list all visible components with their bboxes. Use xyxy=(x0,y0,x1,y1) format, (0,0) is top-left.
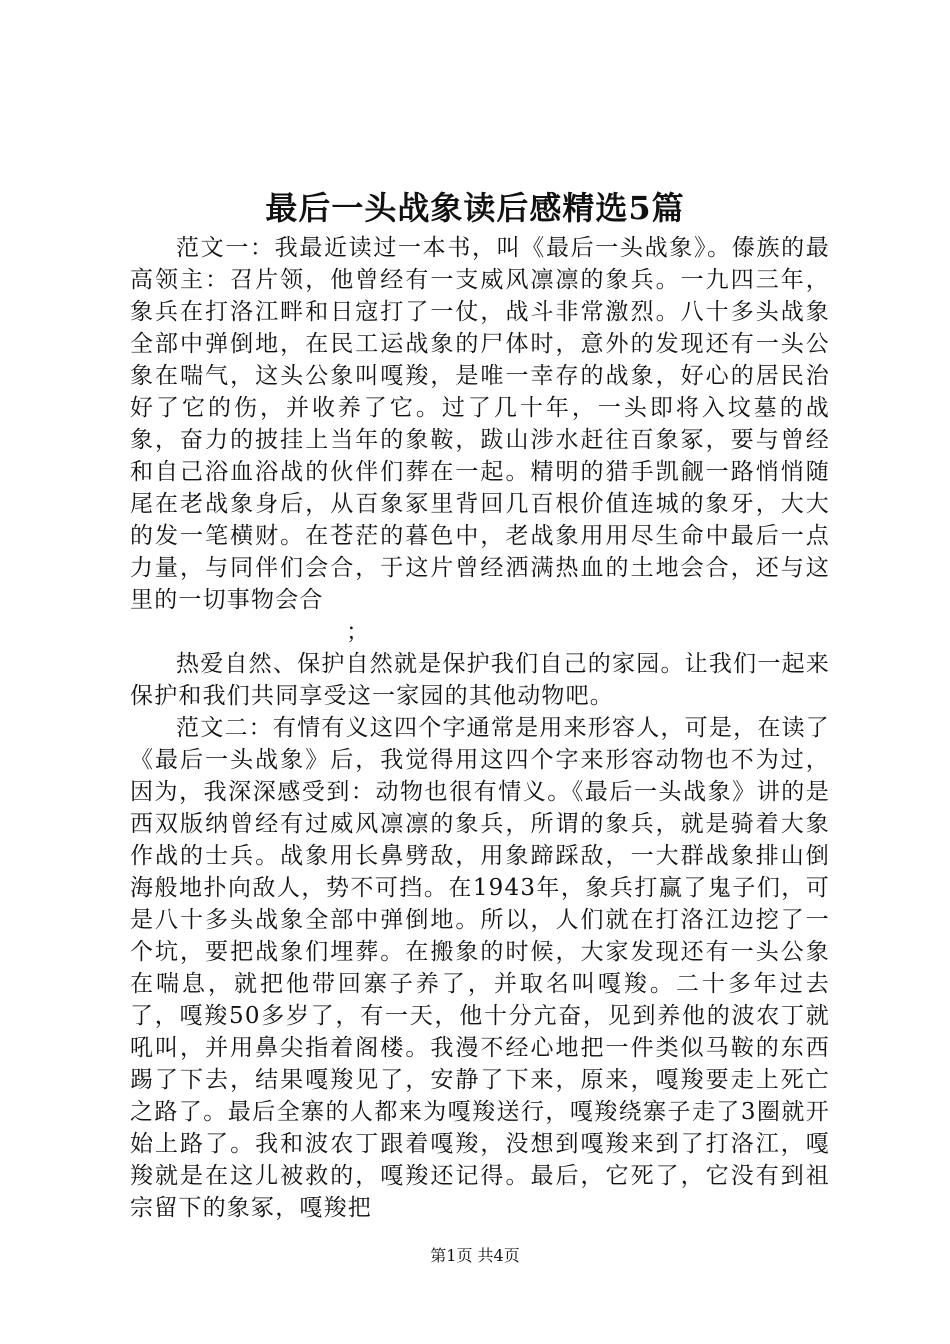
document-body xyxy=(130,232,830,1224)
separator-mark: ； xyxy=(346,619,371,645)
page-footer: 第1页 共4页 xyxy=(430,1246,520,1265)
paragraph-essay-one: 范文一：我最近读过一本书，叫《最后一头战象》。傣族的最高领主：召片领，他曾经有一支威风凛凛的象兵。一九四三年，象兵在打洛江畔和日寇打了一仗，战斗非常激烈。八十多头战象全部中弹倒地，在民工运战象的尸体时，意外的发现还有一头公象在喘气，这头公象叫嘎羧，是唯一幸存的战象，好心的居民治好了它的伤，并收养了它。过了几十年，一头即将入坟墓的战象，奋力的披挂上当年的象鞍，跋山涉水赶往百象冢，要与曾经和自己浴血浴战的伙伴们葬在一起。精明的猎手凯觎一路悄悄随尾在老战象身后，从百象冢里背回几百根价值连城的象牙，大大的发一笔横财。在苍茫的暮色中，老战象用用尽生命中最后一点力量，与同伴们会合，于这片曾经洒满热血的土地会合，还与这里的一切事物会合 xyxy=(130,235,830,613)
paragraph-essay-two: 范文二：有情有义这四个字通常是用来形容人，可是，在读了《最后一头战象》后，我觉得用这四个字来形容动物也不为过，因为，我深深感受到：动物也很有情义。《最后一头战象》讲的是西双版纳曾经有过威风凛凛的象兵，所谓的象兵，就是骑着大象作战的士兵。战象用长鼻劈敌，用象蹄踩敌，一大群战象排山倒海般地扑向敌人，势不可挡。在1943年，象兵打赢了鬼子们，可是八十多头战象全部中弹倒地。所以，人们就在打洛江边挖了一个坑，要把战象们埋葬。在搬象的时候，大家发现还有一头公象在喘息，就把他带回寨子养了，并取名叫嘎羧。二十多年过去了，嘎羧50多岁了，有一天，他十分亢奋，见到养他的波农丁就吼叫，并用鼻尖指着阁楼。我漫不经心地把一件类似马鞍的东西踢了下去，结果嘎羧见了，安静了下来，原来，嘎羧要走上死亡之路了。最后全寨的人都来为嘎羧送行，嘎羧绕寨子走了3圈就开始上路了。我和波农丁跟着嘎羧，没想到嘎羧来到了打洛江，嘎羧就是在这儿被救的，嘎羧还记得。最后，它死了，它没有到祖宗留下的象冢，嘎羧把 xyxy=(130,715,830,1221)
document-title: 最后一头战象读后感精选5篇 xyxy=(265,189,685,227)
paragraph-conclusion: 热爱自然、保护自然就是保护我们自己的家园。让我们一起来保护和我们共同享受这一家园的其他动物吧。 xyxy=(130,651,830,709)
